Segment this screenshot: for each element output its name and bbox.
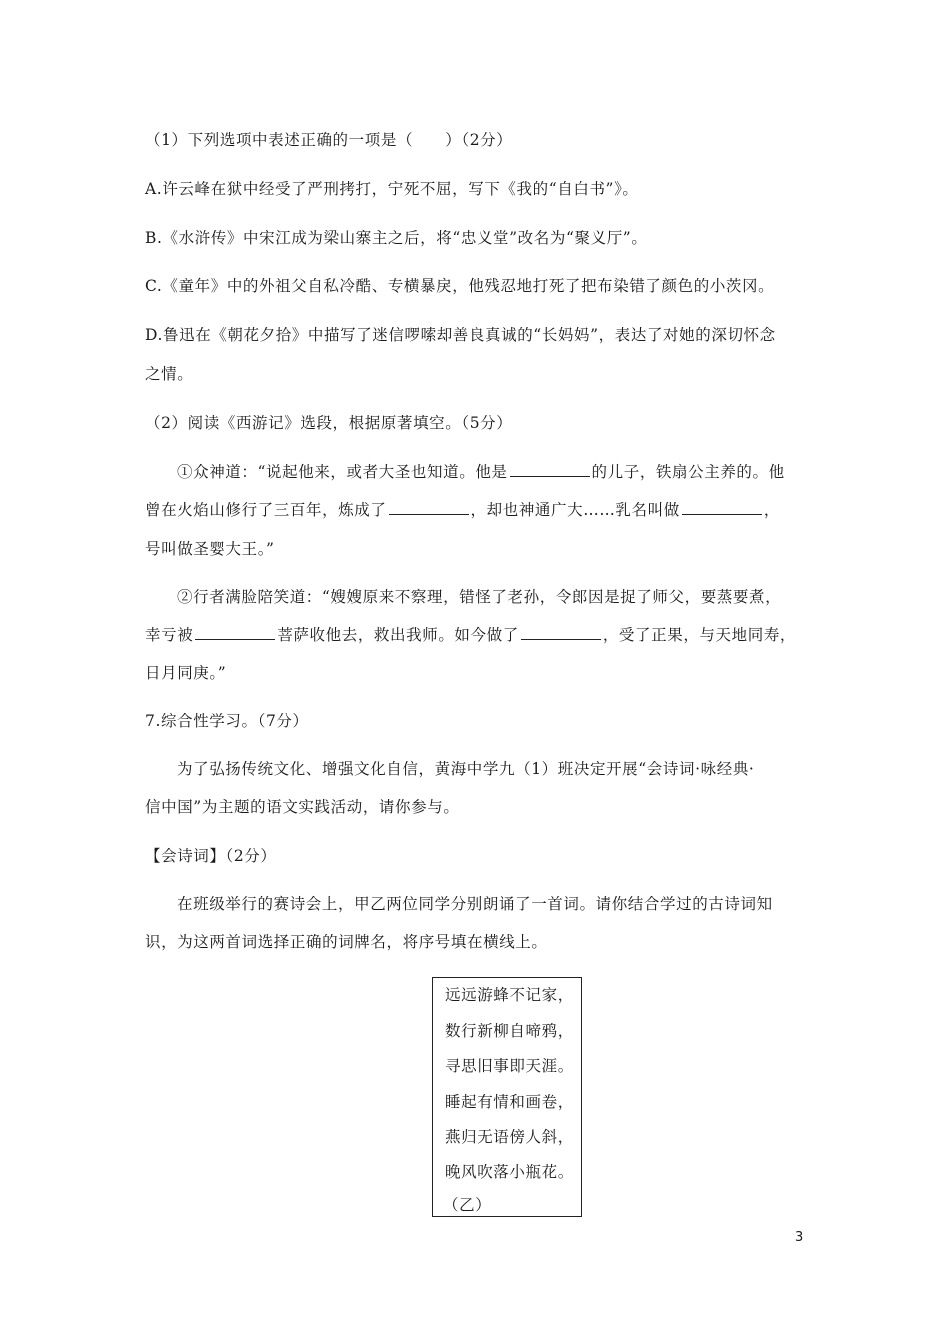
poem-line: 数行新柳自啼鸦， [445, 1022, 574, 1040]
q7-task-line2: 识，为这两首词选择正确的词牌名，将序号填在横线上。 [145, 933, 548, 951]
passage-text: ，却也神通广大……乳名叫做 [470, 501, 680, 519]
q7-intro-line2: 信中国”为主题的语文实践活动，请你参与。 [145, 798, 460, 816]
q2-passage1-line2 [145, 498, 780, 520]
fill-blank[interactable] [510, 461, 590, 478]
poem-line: 燕归无语傍人斜， [445, 1128, 574, 1146]
passage-text: ①众神道：“说起他来，或者大圣也知道。他是 [177, 463, 508, 481]
fill-blank[interactable] [521, 624, 601, 641]
fill-blank[interactable] [389, 499, 469, 516]
fill-blank[interactable] [195, 624, 275, 641]
poem-line: 远远游蜂不记家， [445, 986, 574, 1004]
q7-title: 7.综合性学习。（7分） [145, 712, 309, 730]
poem-label: （乙） [443, 1196, 492, 1214]
q1-option-d-line1: D.鲁迅在《朝花夕拾》中描写了迷信啰嗦却善良真诚的“长妈妈”，表达了对她的深切怀念 [145, 326, 776, 344]
passage-text: 幸亏被 [145, 626, 194, 644]
q2-passage1-line1 [177, 460, 785, 482]
passage-text: ，受了正果，与天地同寿， [602, 626, 797, 644]
q7-task-line1: 在班级举行的赛诗会上，甲乙两位同学分别朗诵了一首词。请你结合学过的古诗词知 [177, 895, 773, 913]
q7-section-heading: 【会诗词】（2分） [145, 847, 277, 865]
passage-text: 菩萨收他去，救出我师。如今做了 [277, 626, 519, 644]
q2-passage2-line2 [145, 623, 796, 645]
q1-option-c: C.《童年》中的外祖父自私冷酷、专横暴戾，他残忍地打死了把布染错了颜色的小茨冈。 [145, 277, 775, 295]
q2-stem: （2）阅读《西游记》选段，根据原著填空。（5分） [145, 414, 513, 432]
fill-blank[interactable] [682, 499, 762, 516]
poem-box [432, 977, 582, 1217]
q1-option-a: A.许云峰在狱中经受了严刑拷打，宁死不屈，写下《我的“自白书”》。 [145, 180, 639, 198]
q2-passage2-line1: ②行者满脸陪笑道：“嫂嫂原来不察理，错怪了老孙，令郎因是捉了师父，要蒸要煮， [177, 588, 782, 606]
q1-option-b: B.《水浒传》中宋江成为梁山寨主之后，将“忠义堂”改名为“聚义厅”。 [145, 229, 648, 247]
passage-text: ， [763, 501, 780, 519]
q1-stem: （1）下列选项中表述正确的一项是（ ）（2分） [145, 131, 513, 149]
passage-text: 曾在火焰山修行了三百年，炼成了 [145, 501, 387, 519]
q1-option-d-line2: 之情。 [145, 365, 194, 383]
q2-passage1-line3: 号叫做圣婴大王。” [145, 540, 275, 558]
q7-intro-line1: 为了弘扬传统文化、增强文化自信，黄海中学九（1）班决定开展“会诗词·咏经典· [177, 760, 755, 778]
poem-line: 睡起有情和画卷， [445, 1093, 574, 1111]
passage-text: 的儿子，铁扇公主养的。他 [591, 463, 785, 481]
poem-line: 寻思旧事即天涯。 [445, 1057, 574, 1075]
page-number: 3 [795, 1230, 804, 1245]
poem-line: 晚风吹落小瓶花。 [445, 1163, 574, 1181]
q2-passage2-line3: 日月同庚。” [145, 664, 227, 682]
